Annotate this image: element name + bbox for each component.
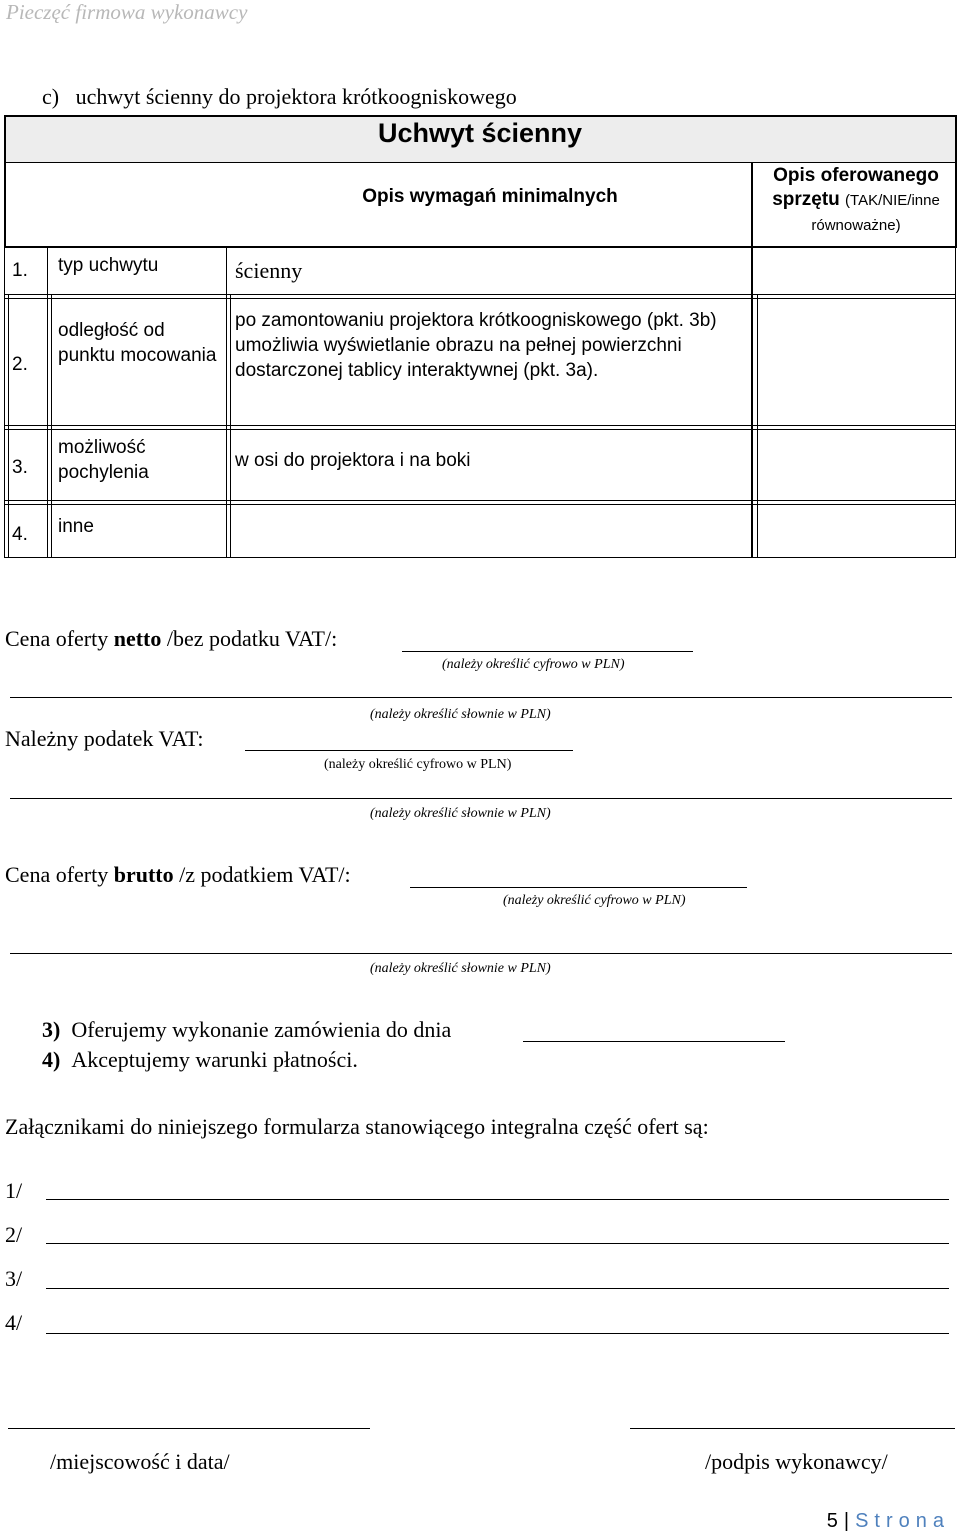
place-date-label: /miejscowość i data/ — [50, 1449, 230, 1474]
note-words: (należy określić słownie w PLN) — [370, 806, 551, 821]
note-digits: (należy określić cyfrowo w PLN) — [503, 893, 686, 908]
offer-cell-input[interactable] — [759, 431, 954, 499]
offer-cell-input[interactable] — [759, 506, 954, 556]
row-parameter: możliwość pochylenia — [58, 437, 149, 483]
row-number: 1. — [12, 260, 28, 281]
attachment-number: 1/ — [5, 1178, 23, 1203]
price-netto-label: Cena oferty netto /bez podatku VAT/: — [5, 626, 338, 651]
vat-field[interactable] — [245, 750, 573, 751]
column-header-offered-equipment — [756, 164, 956, 238]
place-date-field[interactable] — [8, 1428, 370, 1429]
vat-words-field[interactable] — [10, 798, 952, 799]
vat-label: Należny podatek VAT: — [5, 726, 204, 751]
note-words: (należy określić słownie w PLN) — [370, 707, 551, 722]
column-header-offered-bold: Opis oferowanego sprzętu — [772, 165, 939, 210]
page-number: 5 | Strona — [826, 1510, 950, 1532]
row-number: 3. — [12, 457, 28, 478]
attachment-field[interactable] — [46, 1199, 949, 1200]
company-stamp-label: Pieczęć firmowa wykonawcy — [6, 0, 248, 24]
price-brutto-label: Cena oferty brutto /z podatkiem VAT/: — [5, 862, 351, 887]
table-title: Uchwyt ścienny — [377, 118, 583, 148]
row-parameter: odległość od punktu mocowania — [58, 320, 217, 366]
price-netto-field[interactable] — [402, 651, 693, 652]
price-brutto-words-field[interactable] — [10, 953, 952, 954]
row-number: 4. — [12, 524, 28, 545]
attachment-number: 2/ — [5, 1222, 23, 1247]
row-requirement: ścienny — [235, 258, 303, 283]
row-requirement: po zamontowaniu projektora krótkoogniskowego (pkt. 3b) umożliwia wyświetlanie obrazu na pełnej powierzchni dostarczonej tablicy interaktywnej (pkt. 3a). — [235, 310, 717, 381]
attachments-title: Załącznikami do niniejszego formularza stanowiącego integralna część ofert są: — [5, 1114, 709, 1139]
offer-cell-input[interactable] — [758, 250, 954, 292]
price-brutto-field[interactable] — [410, 887, 747, 888]
attachment-number: 3/ — [5, 1266, 23, 1291]
point-item: 4) Akceptujemy warunki płatności. — [42, 1047, 358, 1072]
attachment-number: 4/ — [5, 1310, 23, 1335]
row-requirement: w osi do projektora i na boki — [235, 450, 471, 471]
deadline-field[interactable] — [523, 1041, 785, 1042]
section-heading: c) uchwyt ścienny do projektora krótkoogniskowego — [42, 84, 517, 109]
column-header-minimum-requirements: Opis wymagań minimalnych — [362, 186, 618, 207]
point-item: 3) Oferujemy wykonanie zamówienia do dnia — [42, 1017, 452, 1042]
offer-cell-input[interactable] — [759, 300, 954, 424]
attachment-field[interactable] — [46, 1243, 949, 1244]
attachment-field[interactable] — [46, 1288, 949, 1289]
row-parameter: inne — [58, 516, 94, 537]
note-words: (należy określić słownie w PLN) — [370, 961, 551, 976]
price-netto-words-field[interactable] — [10, 697, 952, 698]
note-digits: (należy określić cyfrowo w PLN) — [442, 657, 625, 672]
row-number: 2. — [12, 354, 28, 375]
attachment-field[interactable] — [46, 1333, 949, 1334]
column-header-offered-note: (TAK/NIE/inne równoważne) — [811, 192, 940, 234]
signature-label: /podpis wykonawcy/ — [705, 1449, 888, 1474]
note-digits: (należy określić cyfrowo w PLN) — [324, 757, 512, 772]
signature-field[interactable] — [630, 1428, 955, 1429]
row-parameter: typ uchwytu — [58, 255, 159, 276]
